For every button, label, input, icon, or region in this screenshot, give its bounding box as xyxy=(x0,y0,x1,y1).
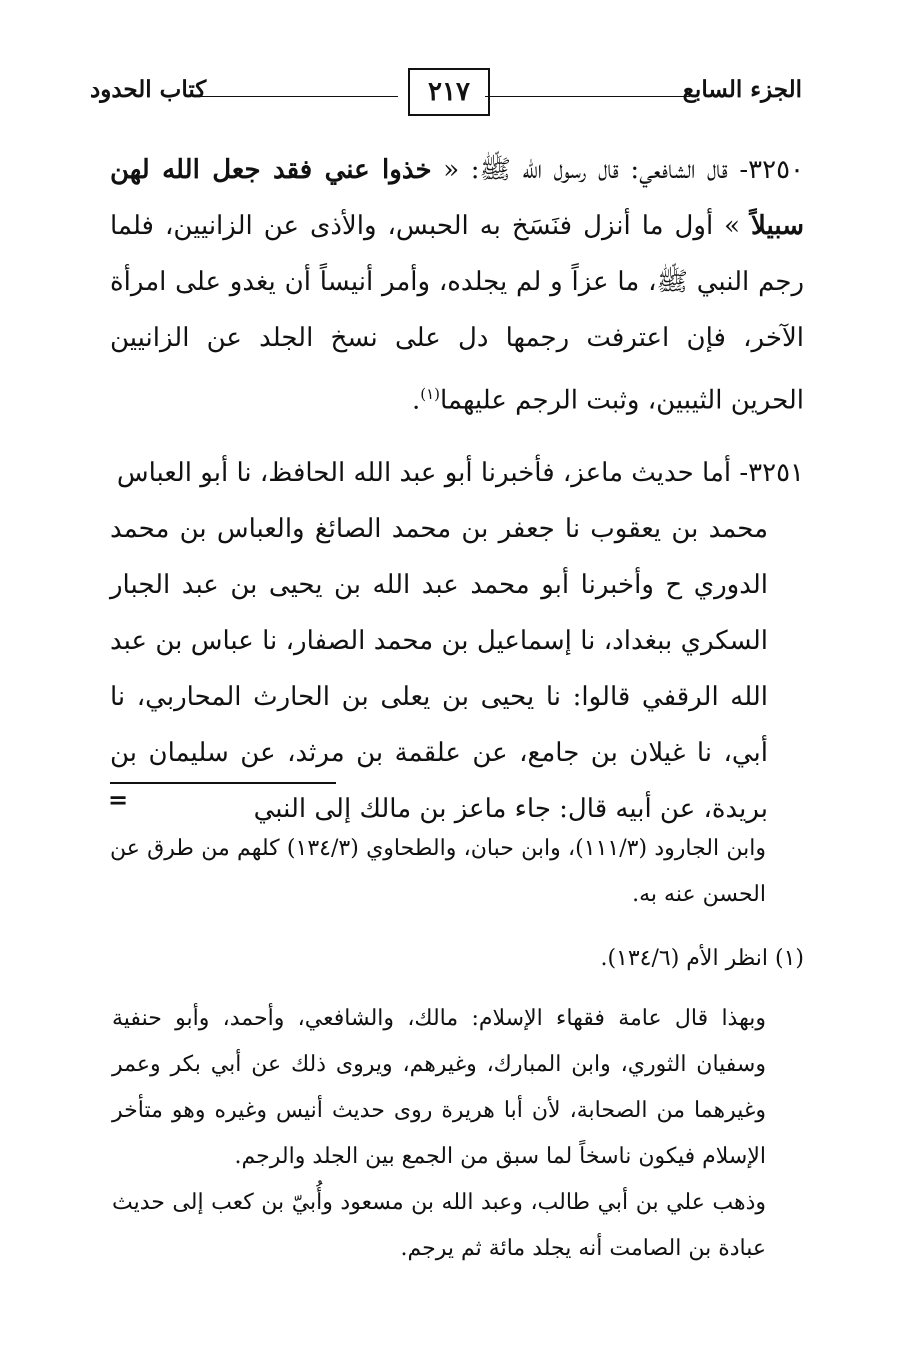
commentary-paragraph-1: وبهذا قال عامة فقهاء الإسلام: مالك، والشافعي، وأحمد، وأبو حنفية وسفيان الثوري، وابن المبارك، وغيرهم، ويروى ذلك عن أبي بكر وعمر وغيرهما من الصحابة، لأن أبا هريرة روى حديث أنيس وغيره وهو متأخر الإسلام فيكون ناسخاً لما سبق من الجمع بين الجلد والرجم. xyxy=(112,1006,766,1169)
hadith-3250-end: . xyxy=(411,385,421,416)
page-number-box: ٢١٧ xyxy=(408,68,490,116)
hadith-3250-rest: » أول ما أنزل فنَسَخ به الحبس، والأذى عن الزانيين، فلما رجم النبي ﷺ، ما عزاً و لم يجلده، وأمر أنيساً أن يغدو على امرأة الآخر، فإن اعترفت رجمها دل على نسخ الجلد عن الزانيين الحرين الثيبين، وثبت الرجم عليهما xyxy=(110,211,804,416)
hadith-3251-isnad: محمد بن يعقوب نا جعفر بن محمد الصائغ والعباس بن محمد الدوري ح وأخبرنا أبو محمد عبد الله بن يحيى بن عبد الجبار السكري ببغداد، نا إسماعيل بن محمد الصفار، نا عباس بن عبد الله الرقفي قالوا: نا يحيى بن يعلى بن الحارث المحاربي، نا أبي، نا غيلان بن جامع، عن علقمة بن مرثد، عن سليمان بن بريدة، عن أبيه قال: جاء ماعز بن مالك إلى النبي xyxy=(110,514,768,824)
hadith-3250-paragraph xyxy=(110,142,804,429)
page-header xyxy=(90,68,802,120)
footnote-ref-1: (١) xyxy=(420,385,440,403)
header-rule-right xyxy=(485,96,690,97)
footnote-1: (١) انظر الأم (١٣٤/٦). xyxy=(600,946,804,971)
footnote-divider xyxy=(110,782,336,784)
hadith-3250-lead: ٣٢٥٠- قال الشافعي: قال رسول الله ﷺ: « xyxy=(443,155,804,185)
footnote-continuation: وابن الجارود (١١١/٣)، وابن حبان، والطحاوي (١٣٤/٣) كلهم من طرق عن الحسن عنه به. xyxy=(110,836,767,907)
volume-title: الجزء السابع xyxy=(682,76,802,103)
hadith-3250-quote: خذوا عني فقد جعل الله لهن سبيلاً xyxy=(110,155,804,241)
hadith-3251-paragraph xyxy=(110,445,804,837)
continuation-marker: = xyxy=(108,785,129,814)
header-rule-left xyxy=(198,96,398,97)
book-title: كتاب الحدود xyxy=(90,76,207,103)
footnote-commentary xyxy=(112,996,766,1272)
commentary-paragraph-2: وذهب علي بن أبي طالب، وعبد الله بن مسعود وأُبيّ بن كعب إلى حديث عبادة بن الصامت أنه يجلد مائة ثم يرجم. xyxy=(112,1190,766,1261)
hadith-3251-first-line: ٣٢٥١- أما حديث ماعز، فأخبرنا أبو عبد الله الحافظ، نا أبو العباس xyxy=(116,458,804,488)
